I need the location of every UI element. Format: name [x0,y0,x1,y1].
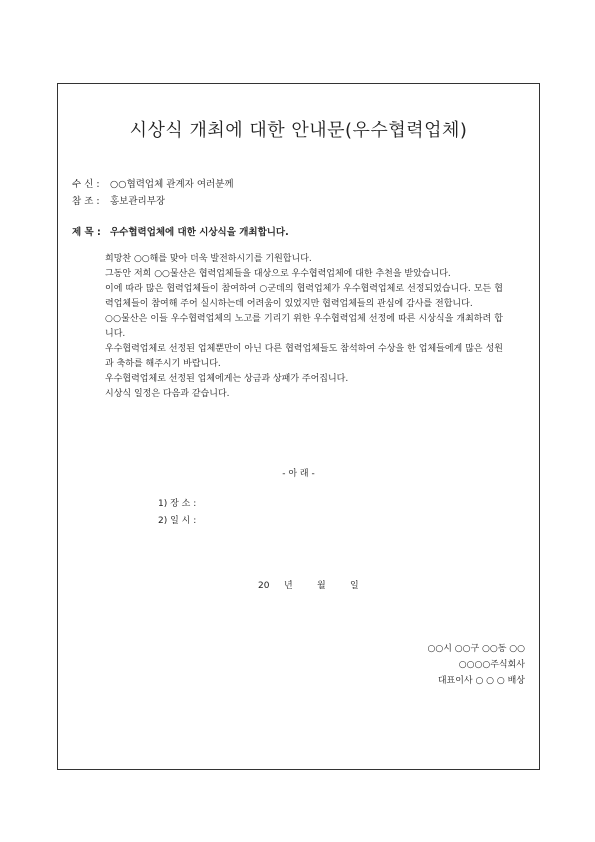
sender-representative: 대표이사 ○ ○ ○ 배상 [437,676,525,686]
subject-value: 우수협력업체에 대한 시상식을 개최합니다. [110,227,289,238]
body-paragraph: 우수협력업체로 선정된 업체에게는 상금과 상패가 주어집니다. [105,374,349,384]
document-date: 20 년 월 일 [258,581,359,591]
document-title: 시상식 개최에 대한 안내문(우수협력업체) [129,120,468,141]
body-paragraph: 희망찬 ○○해를 맞아 더욱 발전하시기를 기원합니다. [105,254,312,264]
body-paragraph: 이에 따라 많은 협력업체들이 참여하여 ○군데의 협력업체가 우수협력업체로 선정되었습니다. 모든 협력업체들이 참여해 주어 실시하는데 어려움이 있었지만 협력업체들의 관심에 감사를 전합니다. [105,284,503,309]
body-paragraph: 시상식 일정은 다음과 같습니다. [105,389,230,399]
sender-company: ○○○○주식회사 [458,660,525,670]
subject-label: 제 목 : [72,227,101,238]
item-datetime [158,513,196,526]
body-paragraph: ○○물산은 이들 우수협력업체의 노고를 기리기 위한 우수협력업체 선정에 따른 시상식을 개최하려 합니다. [105,314,503,339]
sender-address: ○○시 ○○구 ○○동 ○○ [427,644,525,654]
reference-label: 참 조 : [72,196,100,207]
reference-line [72,193,165,207]
recipient-line [72,176,234,190]
body-text [105,252,503,402]
item-datetime-label: 2) 일 시 : [158,516,197,526]
item-location-label: 1) 장 소 : [158,499,197,509]
body-paragraph: 우수협력업체로 선정된 업체뿐만이 아닌 다른 협력업체들도 참석하여 수상을 한 업체들에게 많은 성원과 축하를 해주시기 바랍니다. [105,344,503,369]
body-paragraph: 그동안 저희 ○○물산은 협력업체들을 대상으로 우수협력업체에 대한 추천을 받았습니다. [105,269,451,279]
recipient-label: 수 신 : [72,179,100,190]
item-location [158,496,196,509]
subject-line [72,224,289,238]
recipient-value: ○○협력업체 관계자 여러분께 [110,179,234,190]
notice-heading: - 아 래 - [282,469,315,479]
reference-value: 홍보관리부장 [110,196,166,207]
